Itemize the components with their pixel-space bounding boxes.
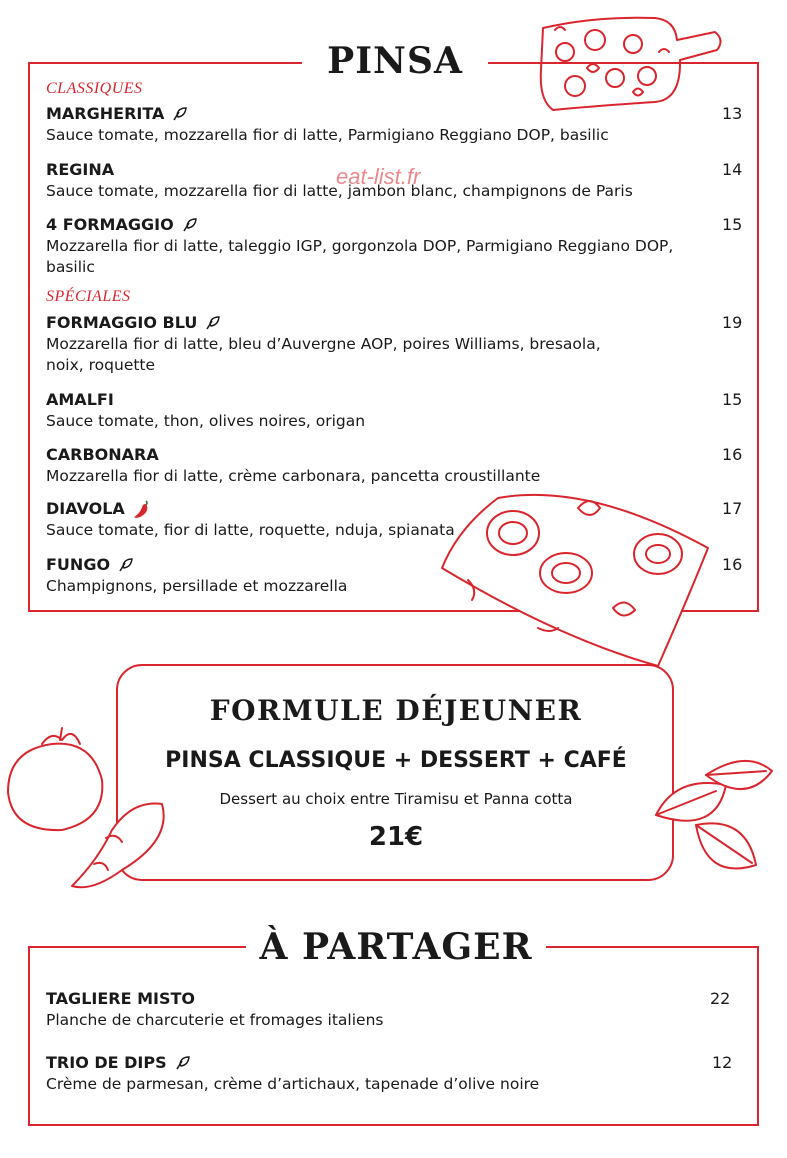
- leaf-icon: [205, 315, 221, 331]
- basil-leaves-illustration: [636, 755, 786, 895]
- item-description: Sauce tomate, mozzarella fior di latte, jambon blanc, champignons de Paris: [46, 182, 633, 200]
- item-name: 4 FORMAGGIO: [46, 215, 174, 234]
- menu-item: [46, 215, 741, 278]
- leaf-icon: [182, 217, 198, 233]
- item-description: Mozzarella fior di latte, taleggio IGP, gorgonzola DOP, Parmigiano Reggiano DOP,: [46, 237, 674, 255]
- item-name: TAGLIERE MISTO: [46, 989, 195, 1008]
- watermark: eat-list.fr: [336, 164, 421, 189]
- item-description: Sauce tomate, mozzarella fior di latte, Parmigiano Reggiano DOP, basilic: [46, 126, 609, 144]
- item-price: 15: [722, 390, 743, 409]
- leaf-icon: [172, 106, 188, 122]
- item-price: 14: [722, 160, 743, 179]
- menu-item: [46, 1053, 741, 1095]
- item-price: 15: [722, 215, 743, 234]
- category-speciales: SPÉCIALES: [46, 288, 131, 305]
- item-description: Sauce tomate, fior di latte, roquette, nduja, spianata: [46, 521, 455, 539]
- item-price: 19: [722, 313, 743, 332]
- item-name: CARBONARA: [46, 445, 159, 464]
- item-name: TRIO DE DIPS: [46, 1053, 167, 1072]
- leaf-icon: [175, 1055, 191, 1071]
- item-description-cont: noix, roquette: [46, 356, 156, 374]
- item-description: Planche de charcuterie et fromages italiens: [46, 1011, 384, 1029]
- menu-item: [46, 313, 741, 376]
- formule-title: FORMULE DÉJEUNER: [209, 694, 583, 727]
- item-description-cont: basilic: [46, 258, 95, 276]
- item-description: Crème de parmesan, crème d’artichaux, tapenade d’olive noire: [46, 1075, 540, 1093]
- item-name: FORMAGGIO BLU: [46, 313, 198, 332]
- leaf-icon: [118, 557, 134, 573]
- menu-item: [46, 104, 741, 146]
- item-name: REGINA: [46, 160, 115, 179]
- partager-title: À PARTAGER: [246, 924, 546, 970]
- chili-pepper-icon: [133, 499, 151, 519]
- formule-subtitle: PINSA CLASSIQUE + DESSERT + CAFÉ: [165, 748, 627, 773]
- formule-price: 21€: [368, 822, 424, 852]
- item-name: AMALFI: [46, 390, 114, 409]
- item-price: 13: [722, 104, 743, 123]
- tomato-illustration: [2, 720, 182, 900]
- pinsa-title: PINSA: [302, 38, 488, 84]
- menu-item: [46, 390, 741, 432]
- pizza-slice-illustration: [438, 488, 718, 668]
- item-name: FUNGO: [46, 555, 111, 574]
- item-description: Champignons, persillade et mozzarella: [46, 577, 348, 595]
- item-price: 12: [712, 1053, 733, 1072]
- item-price: 16: [722, 445, 743, 464]
- item-price: 16: [722, 555, 743, 574]
- item-price: 17: [722, 499, 743, 518]
- menu-item: [46, 445, 741, 487]
- item-price: 22: [710, 989, 731, 1008]
- item-description: Sauce tomate, thon, olives noires, origan: [46, 412, 366, 430]
- partager-frame: [28, 946, 759, 1126]
- category-classiques: CLASSIQUES: [46, 80, 143, 97]
- menu-item: [46, 989, 741, 1031]
- item-name: DIAVOLA: [46, 499, 125, 518]
- formule-note: Dessert au choix entre Tiramisu et Panna cotta: [219, 790, 573, 808]
- item-description: Mozzarella fior di latte, crème carbonara, pancetta croustillante: [46, 467, 541, 485]
- item-description: Mozzarella fior di latte, bleu d’Auvergne AOP, poires Williams, bresaola,: [46, 335, 601, 353]
- item-name: MARGHERITA: [46, 104, 165, 123]
- pizza-board-illustration: [535, 10, 725, 110]
